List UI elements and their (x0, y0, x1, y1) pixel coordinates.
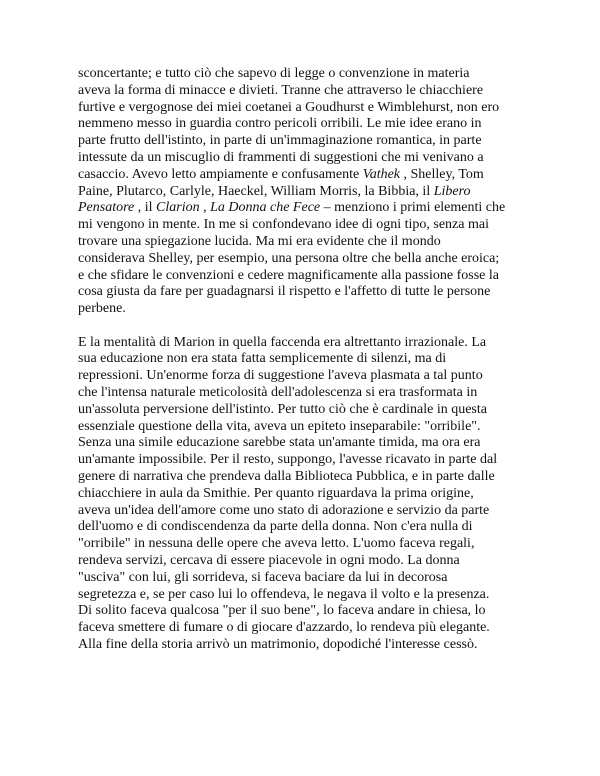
text-line (78, 452, 526, 469)
body-text: "orribile" in nessuna delle opere che aveva letto. L'uomo faceva regali, (78, 536, 475, 552)
italic-title-text: Pensatore (78, 200, 135, 216)
text-line (78, 503, 526, 520)
text-line (78, 435, 526, 452)
text-line (78, 587, 526, 604)
text-paragraph (78, 335, 526, 654)
body-text: furtive e vergognose dei miei coetanei a Goudhurst e Wimblehurst, non ero (78, 99, 500, 115)
body-text: Senza una simile educazione sarebbe stata un'amante timida, ma ora era (78, 435, 481, 451)
text-line (78, 536, 526, 553)
text-line (78, 368, 526, 385)
body-text: "usciva" con lui, gli sorrideva, si faceva baciare da lui in decorosa (78, 569, 448, 585)
body-text: un'amante impossibile. Per il resto, suppongo, l'avesse ricavato in parte dal (78, 452, 498, 468)
body-text: rendeva servizi, cercava di essere piacevole in ogni modo. La donna (78, 552, 460, 568)
text-line (78, 351, 526, 368)
body-text: nemmeno messo in guardia contro pericoli orribili. Le mie idee erano in (78, 116, 482, 132)
text-line (78, 66, 526, 83)
text-line (78, 335, 526, 352)
body-text: considerava Shelley, per esempio, una persona oltre che bella anche eroica; (78, 250, 500, 266)
body-text: cosa giusta da fare per guadagnarsi il rispetto e l'affetto di tutte le persone (78, 284, 491, 300)
body-text: parte frutto dell'istinto, in parte di un'immaginazione romantica, in parte (78, 133, 482, 149)
text-line (78, 603, 526, 620)
text-line (78, 184, 526, 201)
text-line (78, 234, 526, 251)
text-line (78, 620, 526, 637)
body-text: mi vengono in mente. In me si confondevano idee di ogni tipo, senza mai (78, 217, 489, 233)
text-line (78, 251, 526, 268)
italic-title-text: Libero (433, 183, 471, 199)
text-line (78, 133, 526, 150)
body-text: casaccio. Avevo letto ampiamente e confusamente (78, 166, 363, 182)
body-text: Alla fine della storia arrivò un matrimonio, dopodiché l'interesse cessò. (78, 636, 478, 652)
text-line (78, 469, 526, 486)
body-text: che l'intensa naturale meticolosità dell'adolescenza si era trasformata in (78, 384, 478, 400)
body-text: , (199, 200, 211, 216)
text-line (78, 268, 526, 285)
document-page (78, 66, 526, 654)
text-paragraph (78, 66, 526, 318)
body-text: Paine, Plutarco, Carlyle, Haeckel, William Morris, la Bibbia, il (78, 183, 434, 199)
text-line (78, 553, 526, 570)
text-line (78, 217, 526, 234)
body-text: perbene. (78, 301, 126, 317)
text-line (78, 116, 526, 133)
italic-title-text: Clarion (156, 200, 200, 216)
body-text: intessute da un miscuglio di frammenti di suggestioni che mi venivano a (78, 149, 484, 165)
body-text: dell'uomo e di condiscendenza da parte della donna. Non c'era nulla di (78, 519, 473, 535)
text-line (78, 637, 526, 654)
body-text: un'assoluta perversione dell'istinto. Per tutto ciò che è cardinale in questa (78, 401, 487, 417)
body-text: , Shelley, Tom (400, 166, 484, 182)
italic-title-text: Vathek (362, 166, 401, 182)
text-line (78, 100, 526, 117)
text-line (78, 167, 526, 184)
text-line (78, 83, 526, 100)
body-text: – menziono i primi elementi che (320, 200, 506, 216)
text-line (78, 402, 526, 419)
italic-title-text: La Donna che Fece (210, 200, 321, 216)
text-line (78, 150, 526, 167)
body-text: chiacchiere in aula da Smithie. Per quanto riguardava la prima origine, (78, 485, 474, 501)
text-line (78, 419, 526, 436)
body-text: Di solito faceva qualcosa "per il suo bene", lo faceva andare in chiesa, lo (78, 603, 486, 619)
text-line (78, 519, 526, 536)
body-text: genere di narrativa che prendeva dalla Biblioteca Pubblica, e in parte dalle (78, 468, 495, 484)
text-line (78, 301, 526, 318)
text-line (78, 570, 526, 587)
body-text: essenziale questione della vita, aveva un epiteto inseparabile: "orribile". (78, 418, 481, 434)
body-text: trovare una spiegazione lucida. Ma mi era evidente che il mondo (78, 233, 441, 249)
body-text: aveva la forma di minacce e divieti. Tranne che attraverso le chiacchiere (78, 82, 484, 98)
body-text: E la mentalità di Marion in quella faccenda era altrettanto irrazionale. La (78, 334, 487, 350)
text-line (78, 486, 526, 503)
text-line (78, 385, 526, 402)
body-text: faceva smettere di fumare o di giocare d'azzardo, lo rendeva più elegante. (78, 620, 490, 636)
body-text: segretezza e, se per caso lui lo offendeva, le negava il volto e la presenza. (78, 586, 490, 602)
text-line (78, 200, 526, 217)
body-text: sua educazione non era stata fatta semplicemente di silenzi, ma di (78, 351, 447, 367)
text-line (78, 284, 526, 301)
body-text: aveva un'idea dell'amore come uno stato di adorazione e servizio da parte (78, 502, 490, 518)
body-text: e che sfidare le convenzioni e cedere magnificamente alla passione fosse la (78, 267, 499, 283)
body-text: sconcertante; e tutto ciò che sapevo di legge o convenzione in materia (78, 66, 470, 81)
body-text: repressioni. Un'enorme forza di suggestione l'aveva plasmata a tal punto (78, 368, 483, 384)
body-text: , il (134, 200, 157, 216)
